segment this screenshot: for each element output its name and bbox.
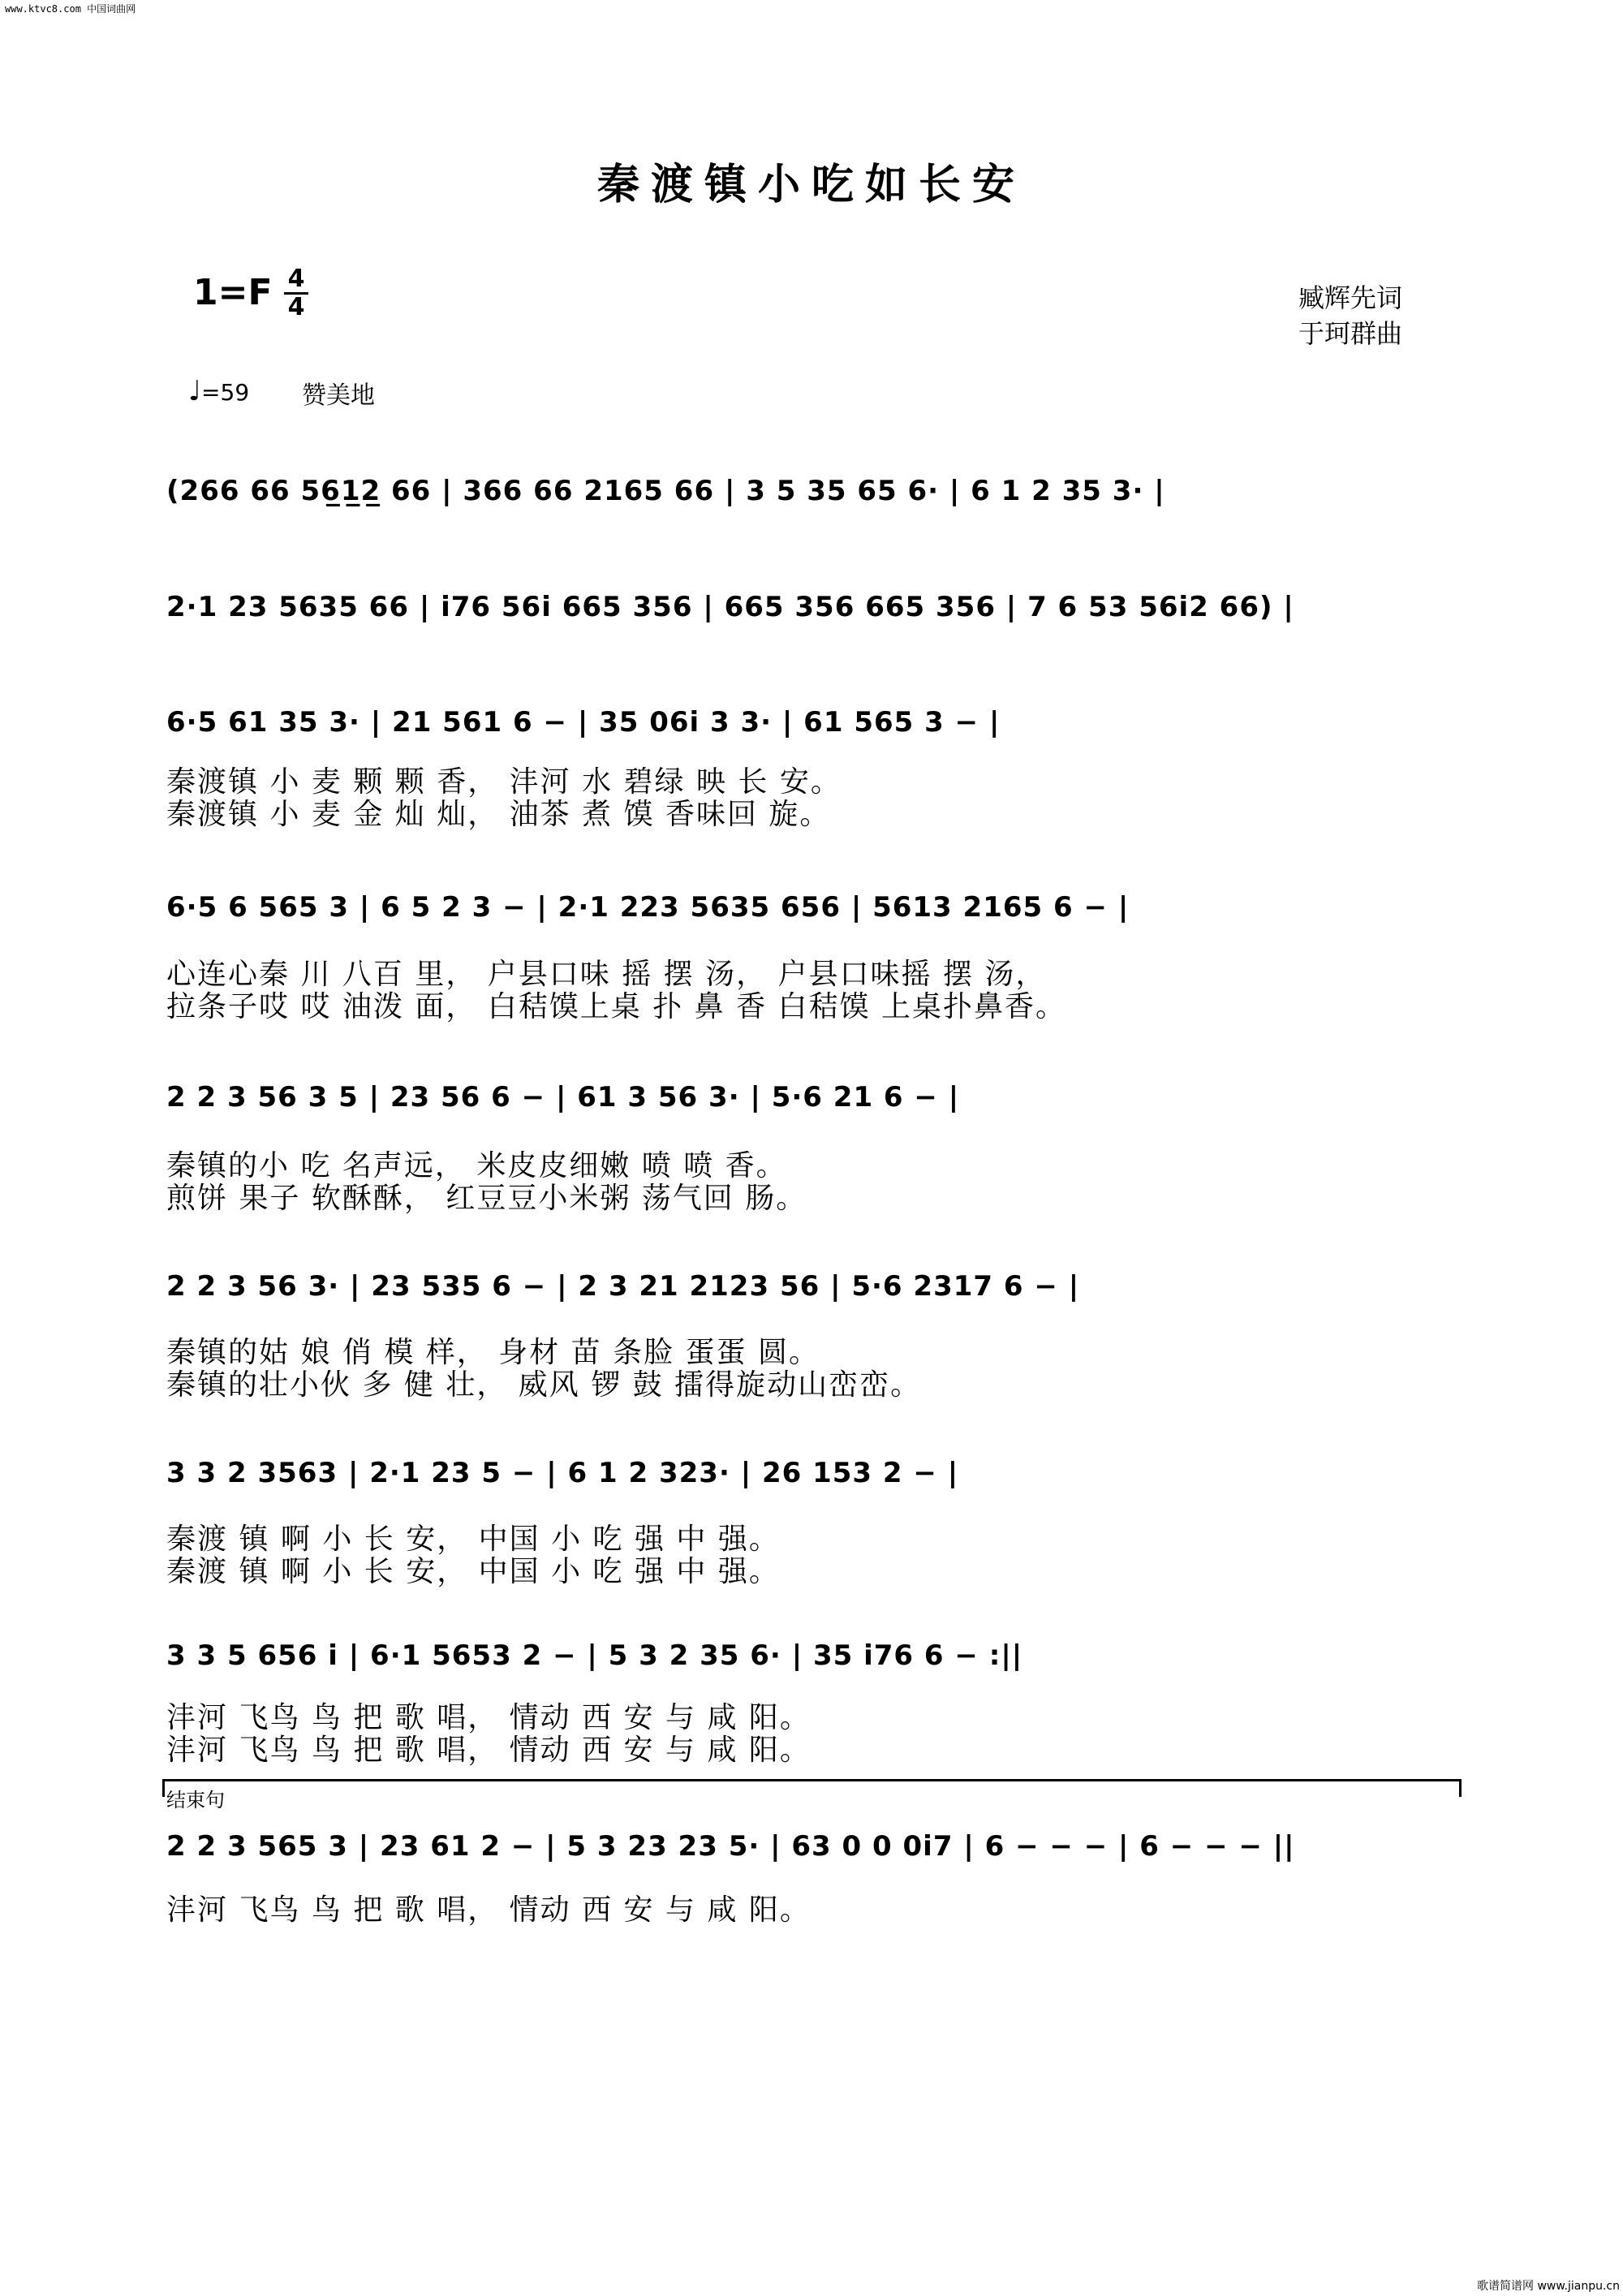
watermark-text: www.ktvc8.com 中国词曲网 [5, 3, 136, 15]
time-signature-bottom: 4 [287, 293, 305, 321]
lyric-line-5-verse-2: 煎饼 果子 软酥酥， 红豆豆小米粥 荡气回 肠。 [166, 1182, 807, 1215]
lyric-line-9: 沣河 飞鸟 鸟 把 歌 唱， 情动 西 安 与 咸 阳。 [166, 1893, 811, 1927]
tempo-marking [188, 375, 249, 407]
lyric-line-8-verse-2: 沣河 飞鸟 鸟 把 歌 唱， 情动 西 安 与 咸 阳。 [166, 1734, 811, 1767]
credits [1298, 280, 1402, 351]
composer-credit: 于珂群曲 [1298, 318, 1403, 349]
ending-bracket-left [162, 1779, 165, 1797]
notation-line-3: 6·5 61 35 3· | 21 561 6 − | 35 06i 3 3· | 61 565 3 − | [166, 706, 1001, 739]
lyric-line-4-verse-2: 拉条子哎 哎 油泼 面， 白秸馍上桌 扑 鼻 香 白秸馍 上桌扑鼻香。 [166, 990, 1066, 1023]
tempo-bpm: =59 [201, 379, 250, 406]
lyric-line-6-verse-1: 秦镇的姑 娘 俏 模 样， 身材 苗 条脸 蛋蛋 圆。 [166, 1336, 820, 1369]
time-signature-top: 4 [287, 265, 305, 293]
ending-bracket-right [1459, 1779, 1462, 1797]
song-title: 秦渡镇小吃如长安 [596, 160, 1026, 209]
notation-line-4: 6·5 6 565 3 | 6 5 2 3 − | 2·1 223 5635 656 | 5613 2165 6 − | [166, 891, 1130, 924]
lyric-line-6-verse-2: 秦镇的壮小伙 多 健 壮， 威风 锣 鼓 擂得旋动山峦峦。 [166, 1368, 922, 1402]
time-signature [284, 266, 308, 321]
lyric-line-8-verse-1: 沣河 飞鸟 鸟 把 歌 唱， 情动 西 安 与 咸 阳。 [166, 1701, 811, 1734]
footer-watermark: 歌谱简谱网 www.jianpu.cn [1477, 2280, 1620, 2293]
lyric-line-5-verse-1: 秦镇的小 吃 名声远， 米皮皮细嫩 喷 喷 香。 [166, 1149, 787, 1182]
quarter-note-icon: ♩ [188, 375, 202, 407]
ending-bracket [162, 1779, 1461, 1781]
notation-line-1: (266 66 56̲1̲2̲ 66 | 366 66 2165 66 | 3 5 35 65 6· | 6 1 2 35 3· | [166, 475, 1165, 507]
notation-line-9: 2 2 3 565 3 | 23 61 2 − | 5 3 23 23 5· | 63 0 0 0i7 | 6 − − − | 6 − − − || [166, 1830, 1295, 1863]
lyric-line-7-verse-1: 秦渡 镇 啊 小 长 安， 中国 小 吃 强 中 强。 [166, 1523, 780, 1556]
expression-marking: 赞美地 [302, 381, 375, 410]
notation-line-2: 2·1 23 5635 66 | i76 56i 665 356 | 665 356 665 356 | 7 6 53 56i2 66) | [166, 591, 1294, 623]
lyric-line-3-verse-1: 秦渡镇 小 麦 颗 颗 香， 沣河 水 碧绿 映 长 安。 [166, 765, 842, 799]
notation-line-5: 2 2 3 56 3 5 | 23 56 6 − | 61 3 56 3· | 5·6 21 6 − | [166, 1081, 960, 1114]
notation-line-6: 2 2 3 56 3· | 23 535 6 − | 2 3 21 2123 56 | 5·6 2317 6 − | [166, 1270, 1080, 1303]
lyric-line-3-verse-2: 秦渡镇 小 麦 金 灿 灿， 油茶 煮 馍 香味回 旋。 [166, 798, 831, 831]
lyricist-credit: 臧辉先词 [1298, 282, 1403, 313]
lyric-line-4-verse-1: 心连心秦 川 八百 里， 户县口味 摇 摆 汤， 户县口味摇 摆 汤， [166, 958, 1047, 991]
notation-line-7: 3 3 2 3563 | 2·1 23 5 − | 6 1 2 323· | 26 153 2 − | [166, 1457, 959, 1489]
key-signature: 1=F [193, 272, 273, 313]
notation-line-8: 3 3 5 656 i | 6·1 5653 2 − | 5 3 2 35 6· | 35 i76 6 − :|| [166, 1639, 1023, 1672]
ending-label: 结束句 [166, 1789, 225, 1811]
lyric-line-7-verse-2: 秦渡 镇 啊 小 长 安， 中国 小 吃 强 中 强。 [166, 1555, 780, 1588]
